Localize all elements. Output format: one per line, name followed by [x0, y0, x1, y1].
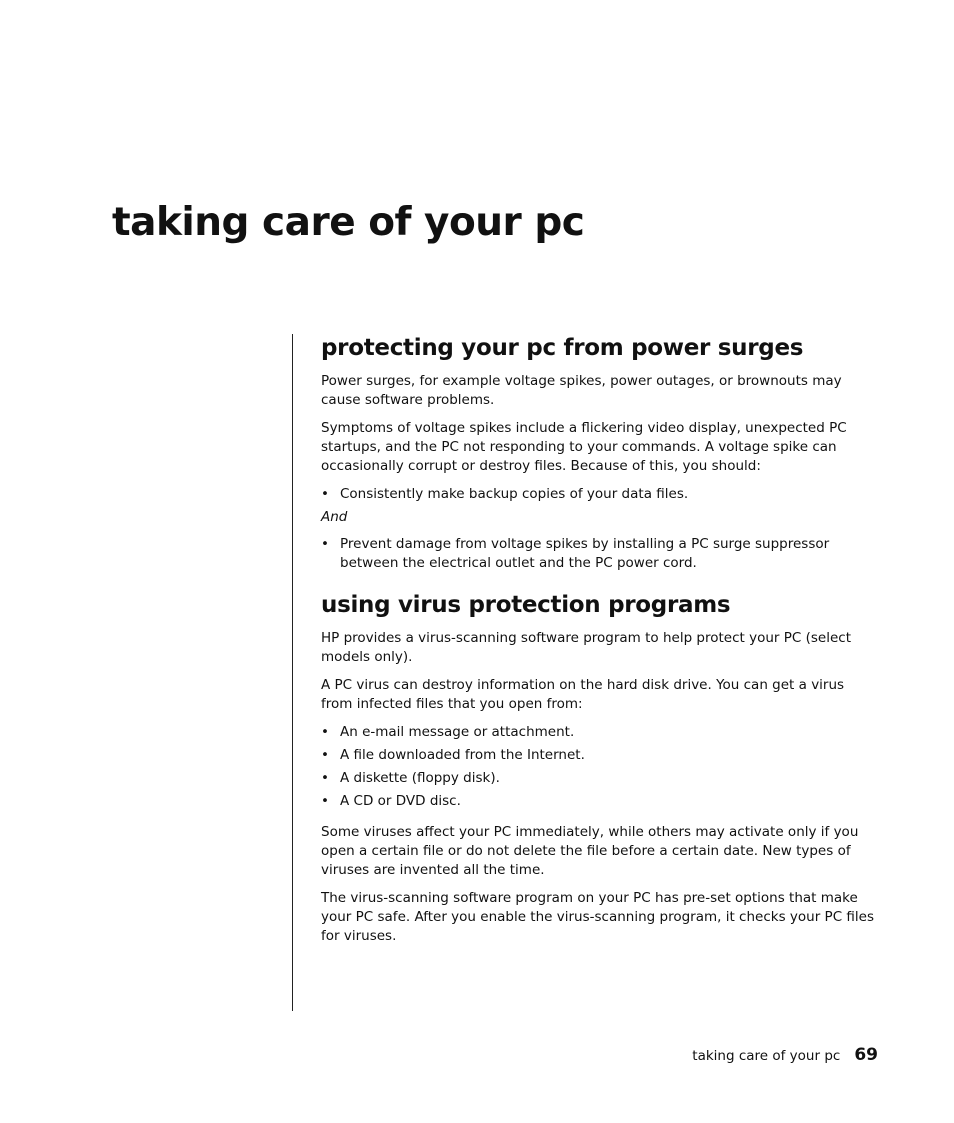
paragraph: Some viruses affect your PC immediately, while others may activate only if you open a certain file or do not delete the file before a certain date. New types of viruses are invented all the time.: [321, 824, 859, 878]
list-item: • An e-mail message or attachment.: [321, 723, 879, 742]
bullet-list: [321, 723, 879, 811]
list-item: • Consistently make backup copies of your data files.: [321, 485, 879, 504]
chapter-title: taking care of your pc: [112, 200, 585, 245]
paragraph: The virus-scanning software program on your PC has pre-set options that make your PC safe. After you enable the virus-scanning program, it checks your PC files for viruses.: [321, 890, 875, 944]
conjunction-text: And: [321, 509, 348, 525]
list-item: • A CD or DVD disc.: [321, 792, 879, 811]
paragraph: A PC virus can destroy information on the hard disk drive. You can get a virus from infected files that you open from:: [321, 677, 845, 712]
running-title: taking care of your pc: [692, 1048, 841, 1064]
section-power-surges: [321, 330, 879, 573]
list-item: • A diskette (floppy disk).: [321, 769, 879, 788]
paragraph: Symptoms of voltage spikes include a flickering video display, unexpected PC startups, and the PC not responding to your commands. A voltage spike can occasionally corrupt or destroy files. Because of this, you should:: [321, 420, 847, 474]
section-heading-power-surges: protecting your pc from power surges: [321, 335, 804, 361]
page-number: 69: [854, 1045, 878, 1065]
bullet-list: [321, 535, 879, 573]
page-footer: [692, 1043, 878, 1068]
list-item: • A file downloaded from the Internet.: [321, 746, 879, 765]
paragraph: HP provides a virus-scanning software program to help protect your PC (select models only).: [321, 630, 852, 665]
list-item: • Prevent damage from voltage spikes by installing a PC surge suppressor between the electrical outlet and the PC power cord.: [321, 535, 879, 573]
section-virus-protection: [321, 587, 879, 946]
bullet-list: [321, 485, 879, 504]
margin-rule: [292, 334, 293, 1011]
paragraph: Power surges, for example voltage spikes, power outages, or brownouts may cause software problems.: [321, 373, 842, 408]
section-heading-virus-protection: using virus protection programs: [321, 592, 731, 618]
main-content: [321, 330, 879, 955]
